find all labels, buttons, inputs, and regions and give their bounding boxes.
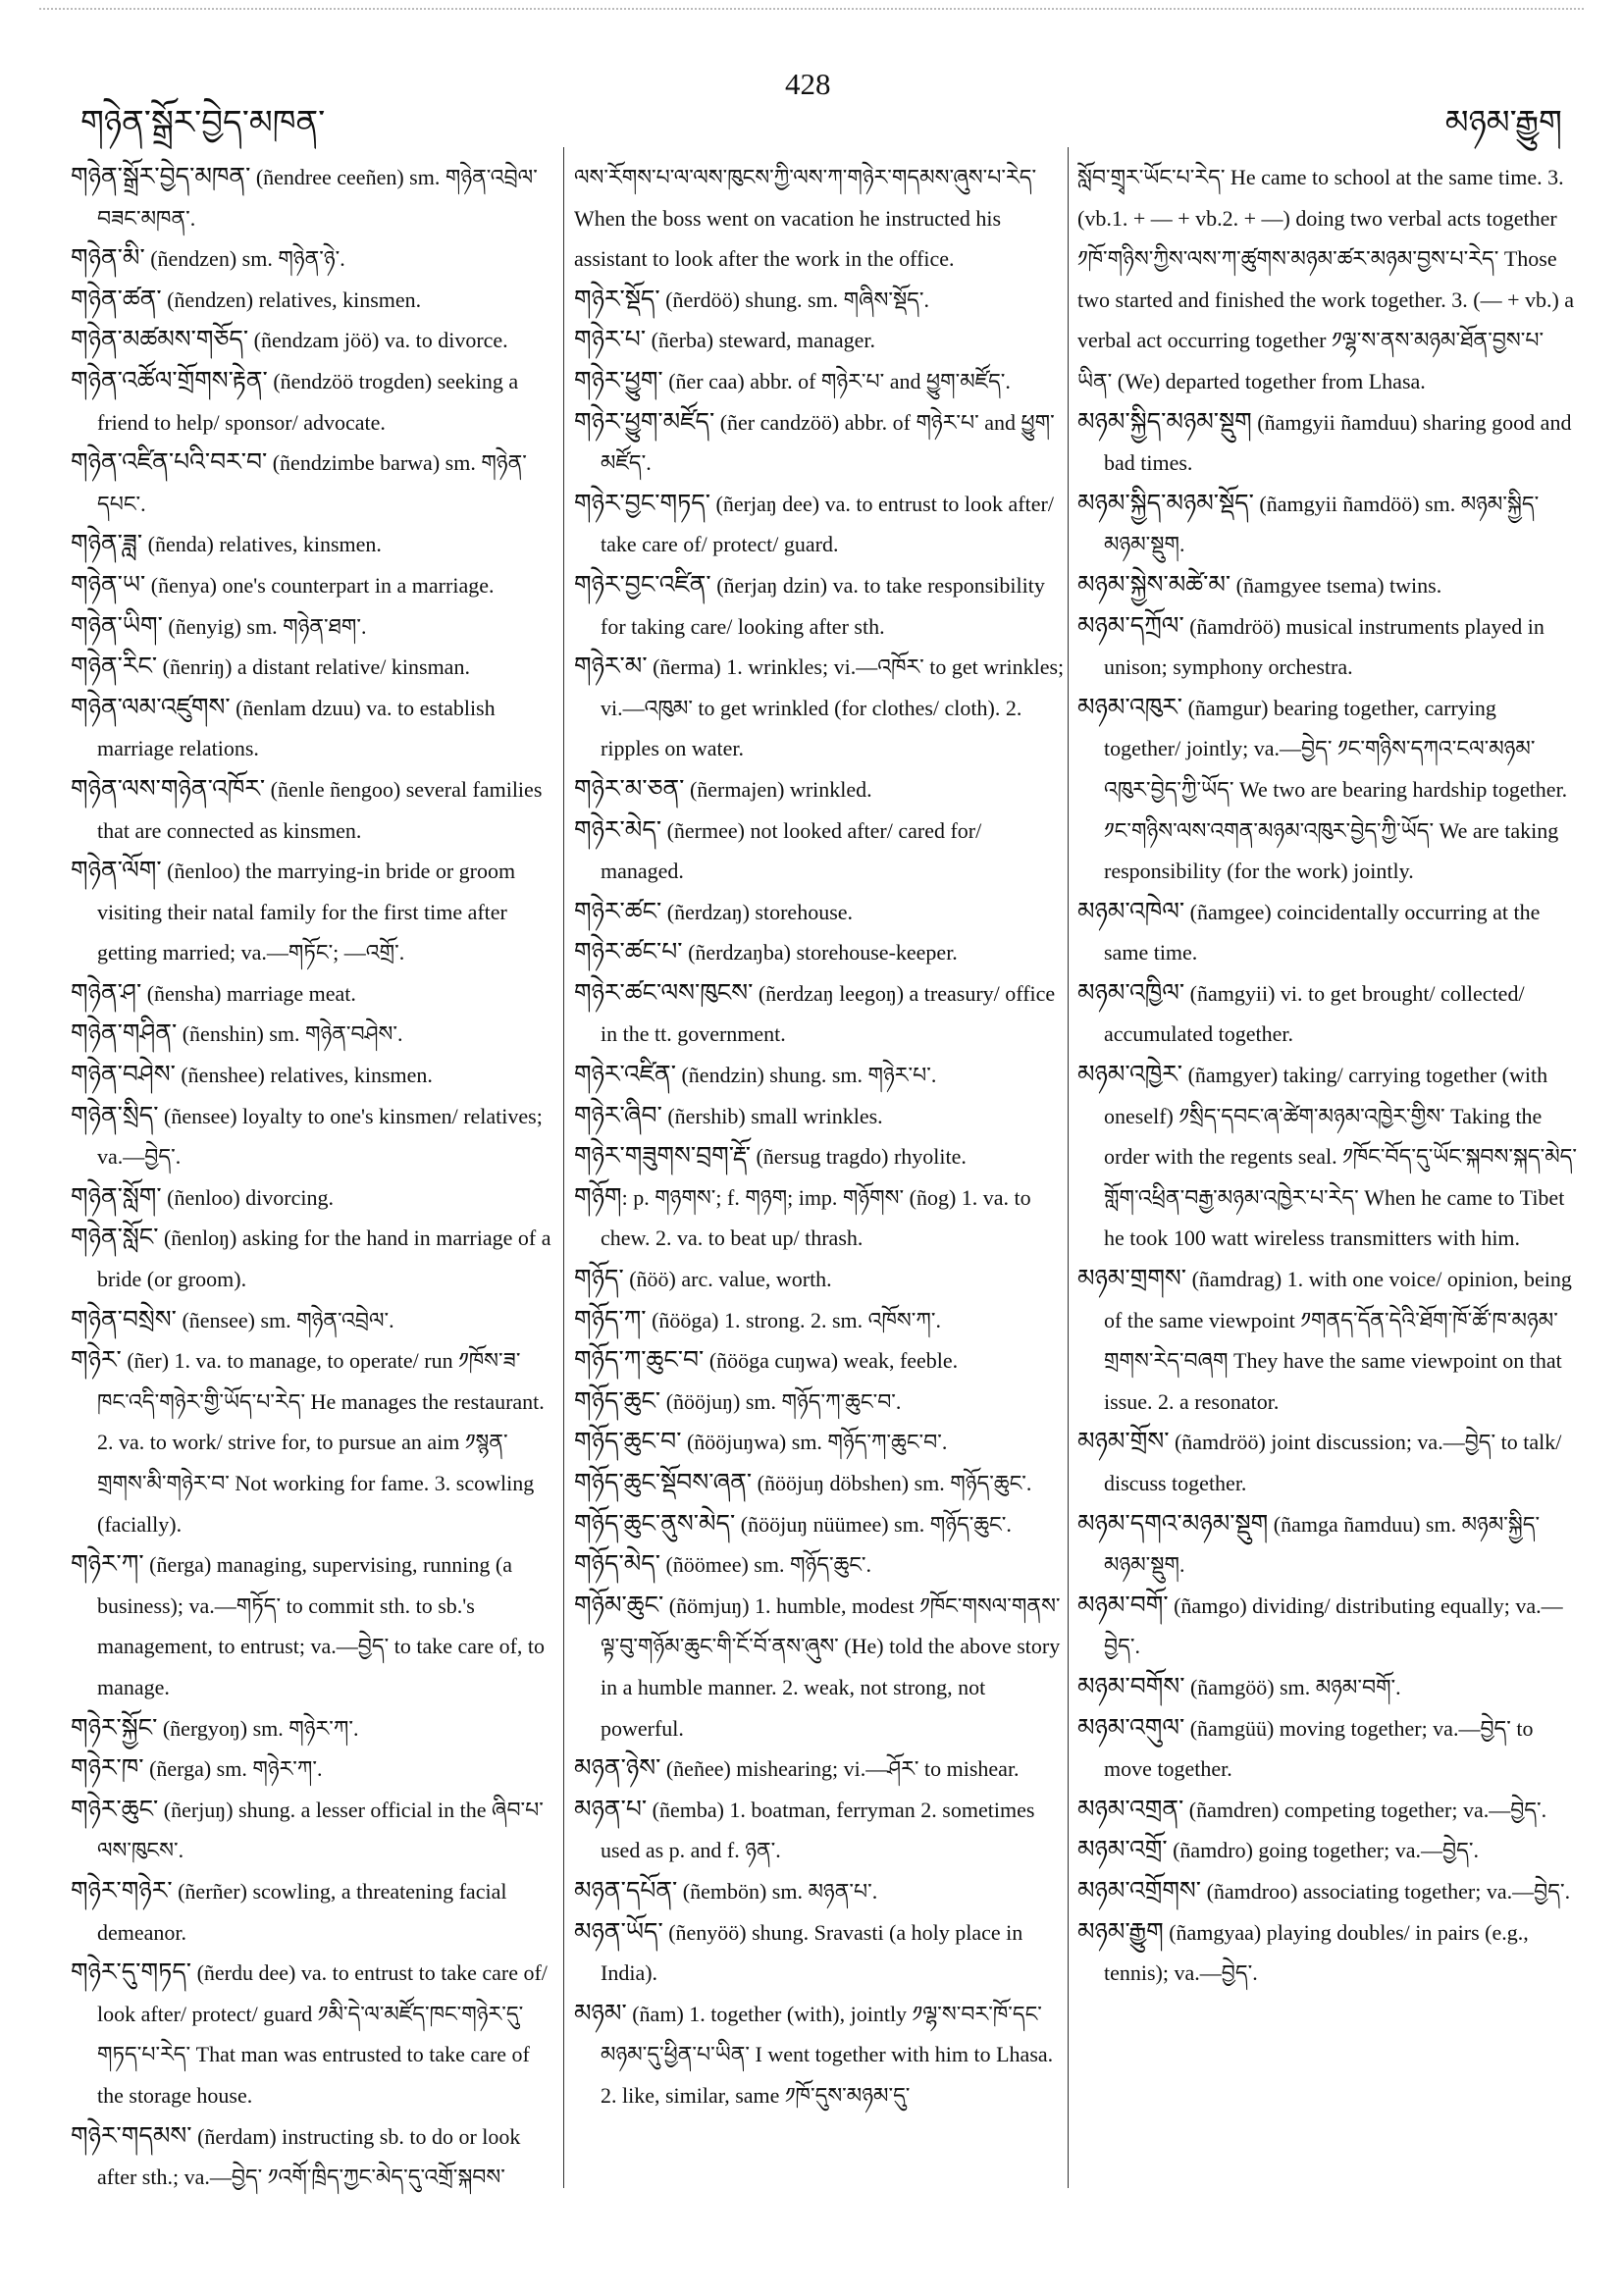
dictionary-entry — [574, 1259, 1065, 1300]
headword: གཉེར་ཚང་ལས་ཁུངས་ — [574, 979, 754, 1007]
definition: (ñöömee) sm. གཉོད་ཆུང་. — [659, 1552, 872, 1578]
headword: གཉོད་ཀ་ — [574, 1306, 647, 1333]
headword: མཉམ་འགྲོགས་ — [1077, 1877, 1202, 1905]
headword: མཉན་པ་ — [574, 1796, 648, 1823]
definition: (ñenyöö) shung. Sravasti (a holy place in India). — [601, 1919, 1023, 1986]
dictionary-entry — [71, 1096, 551, 1177]
headword: གཉེར་འཛིན་ — [574, 1062, 676, 1089]
dictionary-entry — [574, 565, 1065, 647]
definition: (ñerjaŋ dee) va. to entrust to look after/ take care of/ protect/ guard. — [601, 491, 1054, 557]
definition: (ñendzam jöö) va. to divorce. — [248, 328, 508, 353]
headword: གཉེན་འཛིན་པའི་བར་བ་ — [71, 449, 268, 477]
definition: (ñerdam) instructing sb. to do or look after sth.; va.—བྱེད་ ༡འགོ་ཁྲིད་ཀྱང་མེད་དུ་འགྲོ་སྐབས་ — [97, 2123, 521, 2190]
definition: (ñeñee) mishearing; vi.—ཤོར་ to mishear. — [660, 1756, 1020, 1782]
definition: (ñamgyaa) playing doubles/ in pairs (e.g., tennis); va.—བྱེད་. — [1104, 1919, 1529, 1986]
headword: གཉེར་གདམས་ — [71, 2122, 192, 2150]
dictionary-entry — [71, 157, 551, 238]
dictionary-entry — [574, 1136, 1065, 1177]
dictionary-entry — [71, 443, 551, 524]
definition: (ñenda) relatives, kinsmen. — [142, 532, 382, 557]
dictionary-entry — [1077, 1912, 1578, 1994]
definition: (ñerma) 1. wrinkles; vi.—འཁོར་ to get wrinkles; vi.—འཁུམ་ to get wrinkled (for clothes/ cloth). 2. ripples on water. — [601, 654, 1065, 761]
page-number: 428 — [785, 67, 831, 101]
headword: གཉེར་མེད་ — [574, 816, 662, 844]
top-scan-edge — [39, 8, 1584, 16]
headword: གཉེར་དུ་གཏད་ — [71, 1959, 192, 1987]
definition: (ñer caa) abbr. of གཉེར་པ་ and ཕྱུག་མཛོད་. — [662, 368, 1011, 393]
dictionary-entry — [71, 361, 551, 443]
headword: གཉེར་ཚང་ — [574, 898, 662, 925]
entry-continuation — [574, 157, 1065, 280]
entry-continuation — [1077, 157, 1578, 402]
definition: (ñenyig) sm. གཉེན་ཐག་. — [162, 613, 367, 639]
headword: གཉེན་ལོག་ — [71, 858, 162, 885]
headword: མཉམ་གྲགས་ — [1077, 1266, 1187, 1293]
definition: (ñamdren) competing together; va.—བྱེད་. — [1183, 1797, 1547, 1822]
dictionary-entry — [71, 606, 551, 648]
definition: (ñenshin) sm. གཉེན་བཤེས་. — [177, 1021, 403, 1047]
definition: (ñerjaŋ dzin) va. to take responsibility for taking care/ looking after sth. — [601, 572, 1045, 639]
headword: མཉམ་འགྲོ་ — [1077, 1837, 1168, 1864]
headword: གཉེན་བཤེས་ — [71, 1062, 176, 1089]
dictionary-entry — [71, 1218, 551, 1299]
headword: གཉེན་སློག་ — [71, 1183, 162, 1211]
headword: མཉམ་འཁྱེར་ — [1077, 1062, 1183, 1089]
headword: གཉེན་ཚན་ — [71, 286, 162, 313]
dictionary-entry — [1077, 1055, 1578, 1259]
definition: (ñemba) 1. boatman, ferryman 2. sometimes used as p. and f. ཉན་. — [601, 1797, 1035, 1863]
dictionary-entry — [1077, 565, 1578, 606]
dictionary-entry — [574, 810, 1065, 892]
definition: (ñam) 1. together (with), jointly ༡ལྷ་ས་བར་ཁོ་དང་མཉམ་དུ་ཕྱིན་པ་ཡིན་ I went together with him to Lhasa. 2. like, similar, same ༡ཁོ་དུས་མཉམ་དུ་ — [601, 2001, 1054, 2108]
definition: (ñööga) 1. strong. 2. sm. འཁོས་ཀ་. — [646, 1307, 941, 1332]
definition: (ñamgyii ñamduu) sharing good and bad times. — [1104, 409, 1572, 476]
dictionary-entry — [71, 851, 551, 973]
headword: གཉོམ་ཆུང་ — [574, 1592, 664, 1619]
definition: (ñamdrag) 1. with one voice/ opinion, being of the same viewpoint ༡གནད་དོན་དེའི་ཐོག་ཁོ་ཚོ་ཁ་མཉམ་གྲགས་རེད་བཞག They have the same viewpoint on that issue. 2. a resonator. — [1104, 1267, 1572, 1414]
definition: (ñamga ñamduu) sm. མཉམ་སྐྱིད་མཉམ་སྡུག. — [1104, 1511, 1541, 1578]
headword: མཉམ་དཀྲོལ་ — [1077, 612, 1184, 640]
headword: གཉེར་གཉེར་ — [71, 1877, 173, 1905]
definition: (ñamgo) dividing/ distributing equally; va.—བྱེད་. — [1104, 1592, 1563, 1659]
dictionary-entry — [574, 973, 1065, 1055]
headword: གཉོད་ཆུང་སྡོབས་ཞན་ — [574, 1470, 753, 1496]
headword: གཉེར་མ་ — [574, 653, 648, 681]
headword: གཉེན་ཤ་ — [71, 979, 142, 1007]
dictionary-entry — [574, 1096, 1065, 1137]
definition: (ñamgyee tsema) twins. — [1230, 572, 1442, 598]
dictionary-entry — [574, 280, 1065, 321]
dictionary-entry — [574, 1340, 1065, 1382]
dictionary-entry — [574, 1504, 1065, 1545]
dictionary-entry — [71, 1790, 551, 1871]
dictionary-entry — [574, 1300, 1065, 1341]
dictionary-entry — [1077, 892, 1578, 973]
headword: གཉོད་ — [574, 1266, 624, 1293]
definition: (ñamgyii ñamdöö) sm. མཉམ་སྐྱིད་མཉམ་སྡུག. — [1104, 491, 1540, 557]
dictionary-entry — [574, 1055, 1065, 1096]
dictionary-entry — [1077, 1422, 1578, 1503]
definition: (ñenle ñengoo) several families that are connected as kinsmen. — [97, 776, 543, 843]
definition: (ñamgüü) moving together; va.—བྱེད་ to move together. — [1104, 1715, 1534, 1782]
dictionary-entry — [71, 280, 551, 321]
dictionary-entry — [71, 238, 551, 280]
definition: (ñendree ceeñen) sm. གཉེན་འབྲེལ་བཟང་མཁན་. — [97, 165, 538, 231]
dictionary-entry — [71, 2116, 551, 2198]
definition: (ñerdöö) shung. sm. གཞིས་སྡོད་. — [659, 287, 930, 312]
dictionary-entry — [574, 647, 1065, 769]
definition: (ñergyoŋ) sm. གཉེར་ཀ་. — [157, 1715, 359, 1741]
headword: གཉེན་རིང་ — [71, 653, 158, 681]
definition: (ñamgee) coincidentally occurring at the same time. — [1104, 899, 1541, 965]
headword: གཉོད་ཆུང་བ་ — [574, 1429, 682, 1456]
definition: (ñendzen) sm. གཉེན་ཉེ་. — [144, 246, 345, 272]
dictionary-entry — [574, 361, 1065, 402]
dictionary-entry — [574, 320, 1065, 361]
headword: གཉེར་སྡོད་ — [574, 286, 660, 313]
headword: མཉམ་འཁྱིལ་ — [1077, 979, 1185, 1007]
headword: གཉེར་ཀ་ — [71, 1551, 144, 1579]
dictionary-entry — [574, 1586, 1065, 1748]
dictionary-entry — [574, 1790, 1065, 1871]
dictionary-entry — [1077, 1708, 1578, 1790]
headword: གཉེར་པ་ — [574, 327, 647, 354]
definition: (ñöö) arc. value, worth. — [623, 1267, 832, 1292]
right-guide-word: མཉམ་རྒྱུག — [1444, 105, 1562, 141]
dictionary-entry — [71, 320, 551, 361]
headword: མཉམ་འགྲན་ — [1077, 1796, 1184, 1823]
headword: མཉམ་སྐྱིད་མཉམ་སྡོད་ — [1077, 490, 1254, 517]
headword: གཉེན་སློང་ — [71, 1225, 159, 1252]
definition: (ñööga cuŋwa) weak, feeble. — [704, 1348, 959, 1374]
dictionary-entry — [574, 1912, 1065, 1994]
headword: གཉེན་སྲིད་ — [71, 1102, 159, 1129]
dictionary-entry — [71, 1708, 551, 1749]
headword: གཉེར་ — [71, 1347, 122, 1375]
headword: གཉོད་ཀ་ཆུང་བ་ — [574, 1347, 705, 1375]
dictionary-entry — [574, 1177, 1065, 1259]
definition: (ñerdzaŋba) storehouse-keeper. — [682, 940, 958, 965]
dictionary-entry — [71, 1300, 551, 1341]
dictionary-entry — [1077, 484, 1578, 565]
definition: (ñerdu dee) va. to entrust to take care of/ look after/ protect/ guard ༡མི་དེ་ལ་མཛོད་ཁང་གཉེར་དུ་གཏད་པ་རེད་ That man was entrusted to take care of the storage house. — [97, 1960, 548, 2108]
headword: མཉམ་འཁེལ་ — [1077, 898, 1185, 925]
headword: གཉེན་ལམ་འཛུགས་ — [71, 694, 231, 721]
dictionary-entry — [71, 688, 551, 769]
dictionary-entry — [1077, 688, 1578, 892]
definition: (ñamgyii) vi. to get brought/ collected/ accumulated together. — [1104, 980, 1525, 1047]
definition: (ñööjuŋ döbshen) sm. གཉོད་ཆུང་. — [752, 1471, 1032, 1495]
headword: མཉམ་ — [574, 2000, 627, 2027]
definition: (ñerga) sm. གཉེར་ཀ་. — [143, 1756, 323, 1782]
definition: (ñerga) managing, supervising, running (a business); va.—གཏོད་ to commit sth. to sb.'s management, to entrust; va.—བྱེད་ to take care of, to manage. — [97, 1552, 546, 1699]
dictionary-entry — [71, 1953, 551, 2115]
definition: (ñendzimbe barwa) sm. གཉེན་དཔང་. — [97, 450, 527, 516]
headword: གཉེར་ཁ་ — [71, 1755, 144, 1783]
headword: མཉམ་རྒྱུག — [1077, 1918, 1164, 1946]
definition: (ñööjuŋwa) sm. གཉོད་ཀ་ཆུང་བ་. — [681, 1430, 948, 1455]
dictionary-entry — [574, 1463, 1065, 1504]
dictionary-entry — [1077, 402, 1578, 484]
dictionary-entry — [1077, 1830, 1578, 1871]
definition: (ñamgur) bearing together, carrying together/ jointly; va.—བྱེད་ ༡ང་གཉིས་དཀའ་ངལ་མཉམ་འཁུར་བྱེད་ཀྱི་ཡོད་ We two are bearing hardship together. ༡ང་གཉིས་ལས་འགན་མཉམ་འཁུར་བྱེད་ཀྱི་ཡོད་ We are taking responsibility (for the work) jointly. — [1104, 695, 1568, 884]
definition: (ñamgöö) sm. མཉམ་བགོ་. — [1184, 1674, 1401, 1699]
dictionary-entry — [71, 565, 551, 606]
dictionary-entry — [71, 1871, 551, 1953]
headword: གཉེར་ཆུང་ — [71, 1796, 159, 1823]
dictionary-entry — [1077, 1790, 1578, 1831]
definition: (ñendzen) relatives, kinsmen. — [161, 287, 422, 312]
headword: མཉམ་འཁུར་ — [1077, 694, 1183, 721]
definition: (ñensha) marriage meat. — [141, 980, 356, 1006]
definition: (ñerba) steward, manager. — [646, 328, 876, 353]
definition: (ñamdroo) associating together; va.—བྱེད་. — [1201, 1878, 1571, 1904]
definition: (ñer candzöö) abbr. of གཉེར་པ་ and ཕྱུག་མཛོད་. — [601, 409, 1055, 476]
definition: (ñerjuŋ) shung. a lesser official in the ཞིབ་པ་ལས་ཁུངས་. — [97, 1797, 544, 1863]
dictionary-entry — [71, 1177, 551, 1219]
definition: (ñenriŋ) a distant relative/ kinsman. — [157, 654, 470, 680]
headword: གཉེར་སྐྱོང་ — [71, 1714, 158, 1742]
dictionary-entry — [71, 1340, 551, 1544]
headword: མཉམ་བགོ་ — [1077, 1592, 1169, 1619]
column-2 — [574, 157, 1065, 2116]
definition: (ñenshee) relatives, kinsmen. — [175, 1063, 433, 1088]
headword: གཉེན་ཟླ་ — [71, 531, 143, 558]
dictionary-entry — [71, 769, 551, 851]
headword: གཉེན་མཚམས་གཅོད་ — [71, 327, 249, 354]
dictionary-entry — [71, 1014, 551, 1055]
headword: མཉམ་དགའ་མཉམ་སྡུག — [1077, 1510, 1269, 1538]
definition: (ñamdro) going together; va.—བྱེད་. — [1167, 1838, 1479, 1863]
headword: གཉེན་སྒྲོར་བྱེད་མཁན་ — [71, 164, 251, 190]
headword: གཉེར་ཚང་པ་ — [574, 939, 683, 966]
definition: (ñenloŋ) asking for the hand in marriage of a bride (or groom). — [97, 1226, 551, 1292]
dictionary-entry — [1077, 1259, 1578, 1422]
headword: གཉེར་བྱང་གཏད་ — [574, 490, 711, 517]
definition: (ñerñer) scowling, a threatening facial demeanor. — [97, 1878, 507, 1945]
headword: མཉམ་བགོས་ — [1077, 1673, 1185, 1700]
dictionary-entry — [71, 1544, 551, 1707]
dictionary-entry — [71, 647, 551, 688]
definition: (ñendzöö trogden) seeking a friend to help/ sponsor/ advocate. — [97, 368, 519, 435]
definition: (ñamdröö) joint discussion; va.—བྱེད་ to talk/ discuss together. — [1104, 1430, 1562, 1495]
headword: གཉོག — [574, 1183, 622, 1211]
definition: (ñamgyer) taking/ carrying together (with oneself) ༡སྲིད་དབང་ཞ་ཚེག་མཉམ་འཁྱེར་གྱིས་ Taking the order with the regents seal. ༡ཁོང་བོད་དུ་ཡོང་སྐབས་སྐད་མེད་གློག་འཕྲིན་བརྒྱ་མཉམ་འཁྱེར་པ་རེད་ When he came to Tibet he took 100 watt wireless transmitters with him. — [1104, 1063, 1578, 1251]
dictionary-entry — [71, 1748, 551, 1790]
definition: (ñenloo) the marrying-in bride or groom visiting their natal family for the first time after getting married; va.—གཏོང་; —འགྲོ་. — [97, 859, 516, 965]
definition: (ñamdröö) musical instruments played in unison; symphony orchestra. — [1104, 613, 1544, 680]
headword: གཉོད་ཆུང་ནུས་མེད་ — [574, 1510, 736, 1538]
column-divider-1 — [563, 147, 564, 2188]
definition: (ñermee) not looked after/ cared for/ managed. — [601, 817, 982, 884]
definition: (ñerdzaŋ) storehouse. — [661, 899, 854, 924]
dictionary-entry — [574, 484, 1065, 565]
definition: (ñembön) sm. མཉན་པ་. — [677, 1878, 878, 1904]
headword: མཉམ་གྲོས་ — [1077, 1429, 1170, 1456]
headword: མཉན་ཉེས་ — [574, 1755, 661, 1783]
definition: (ñensee) loyalty to one's kinsmen/ relatives; va.—བྱེད་. — [97, 1103, 543, 1170]
headword: མཉམ་སྐྱེས་མཚེ་མ་ — [1077, 571, 1231, 599]
dictionary-entry — [1077, 606, 1578, 688]
headword: མཉན་དཔོན་ — [574, 1877, 678, 1905]
headword: གཉེན་ཡིག་ — [71, 612, 163, 640]
headword: གཉེར་མ་ཅན་ — [574, 775, 685, 803]
dictionary-entry — [574, 1994, 1065, 2116]
dictionary-entry — [71, 524, 551, 565]
definition: སློབ་གྲྭར་ཡོང་པ་རེད་ He came to school at the same time. 3. (vb.1. + — + vb.2. + —) doing two verbal acts together ༡ཁོ་གཉིས་ཀྱིས་ལས་ཀ་ཚུགས་མཉམ་ཚར་མཉམ་བྱས་པ་རེད་ Those two started and finished the work together. 3. (— + vb.) a verbal act occurring together ༡ལྷ་ས་ནས་མཉམ་ཐོན་བྱས་པ་ཡིན་ (We) departed together from Lhasa. — [1077, 165, 1575, 393]
dictionary-entry — [1077, 1871, 1578, 1912]
headword: གཉེར་ཞིབ་ — [574, 1102, 662, 1129]
column-divider-2 — [1068, 147, 1069, 2188]
headword: གཉོད་མེད་ — [574, 1551, 660, 1579]
definition: ལས་རོགས་པ་ལ་ལས་ཁུངས་ཀྱི་ལས་ཀ་གཉེར་གདམས་ཞུས་པ་རེད་ When the boss went on vacation he instructed his assistant to look after the work in the office. — [574, 165, 1037, 272]
column-3 — [1077, 157, 1578, 1994]
dictionary-entry — [574, 932, 1065, 973]
headword: གཉེན་མི་ — [71, 245, 145, 273]
definition: (ñer) 1. va. to manage, to operate/ run ༡ཁོས་ཟ་ཁང་འདི་གཉེར་གྱི་ཡོད་པ་རེད་ He manages the restaurant. 2. va. to work/ strive for, to pursue an aim ༡སྙན་གྲགས་མི་གཉེར་བ་ Not working for fame. 3. scowling (facially). — [97, 1348, 545, 1537]
column-1 — [71, 157, 551, 2198]
headword: གཉེར་བྱང་འཛིན་ — [574, 571, 711, 599]
dictionary-entry — [574, 892, 1065, 933]
headword: གཉེན་ཡ་ — [71, 571, 146, 599]
dictionary-entry — [1077, 1586, 1578, 1667]
headword: གཉེར་ཕྱུག་མཛོད་ — [574, 408, 715, 436]
definition: (ñenlam dzuu) va. to establish marriage relations. — [97, 695, 496, 761]
headword: མཉམ་སྐྱིད་མཉམ་སྡུག — [1077, 408, 1252, 436]
headword: གཉེར་གཟུགས་བྲག་རྡོ་ — [574, 1143, 751, 1171]
headword: གཉེན་གཤིན་ — [71, 1020, 178, 1048]
dictionary-entry — [71, 973, 551, 1015]
dictionary-entry — [574, 1748, 1065, 1790]
definition: (ñerdzaŋ leegoŋ) a treasury/ office in the tt. government. — [601, 980, 1056, 1047]
dictionary-entry — [574, 1544, 1065, 1586]
dictionary-entry — [574, 1871, 1065, 1912]
headword: མཉམ་འགུལ་ — [1077, 1714, 1185, 1742]
dictionary-entry — [71, 1055, 551, 1096]
headword: གཉེན་འཚོལ་གྲོགས་རྟེན་ — [71, 367, 268, 394]
dictionary-entry — [1077, 1667, 1578, 1708]
definition: (ñendzin) shung. sm. གཉེར་པ་. — [675, 1063, 937, 1088]
definition: (ñööjuŋ nüümee) sm. གཉོད་ཆུང་. — [735, 1511, 1012, 1537]
headword: མཉན་ཡོད་ — [574, 1918, 663, 1946]
definition: (ñenloo) divorcing. — [161, 1184, 334, 1210]
definition: (ñensee) sm. གཉེན་འབྲེལ་. — [176, 1307, 394, 1332]
definition: (ñööjuŋ) sm. གཉོད་ཀ་ཆུང་བ་. — [660, 1388, 902, 1414]
dictionary-entry — [574, 1382, 1065, 1423]
dictionary-entry — [574, 402, 1065, 484]
headword: གཉོད་ཆུང་ — [574, 1387, 661, 1415]
dictionary-entry — [574, 1422, 1065, 1463]
dictionary-entry — [574, 769, 1065, 810]
definition: (ñershib) small wrinkles. — [661, 1103, 883, 1128]
headword: གཉེར་ཕྱུག་ — [574, 367, 663, 394]
definition: (ñömjuŋ) 1. humble, modest ༡ཁོང་གསལ་གནས་ལྟ་བུ་གཉོམ་ཆུང་གི་ངོ་བོ་ནས་ཞུས་ (He) told the above story in a humble manner. 2. weak, not strong, not powerful. — [601, 1592, 1061, 1741]
dictionary-entry — [1077, 1504, 1578, 1586]
left-guide-word: གཉེན་སྒྲོར་བྱེད་མཁན་ — [80, 105, 326, 141]
dictionary-entry — [1077, 973, 1578, 1055]
definition: (ñermajen) wrinkled. — [684, 776, 872, 802]
headword: གཉེན་བསྲེས་ — [71, 1306, 177, 1333]
definition: (ñenya) one's counterpart in a marriage. — [145, 572, 495, 598]
definition: (ñersug tragdo) rhyolite. — [750, 1144, 967, 1170]
definition: : p. གཉགས་; f. གཉག; imp. གཉོགས་ (ñog) 1. va. to chew. 2. va. to beat up/ thrash. — [601, 1184, 1031, 1251]
headword: གཉེན་ལས་གཉེན་འཁོར་ — [71, 775, 266, 803]
